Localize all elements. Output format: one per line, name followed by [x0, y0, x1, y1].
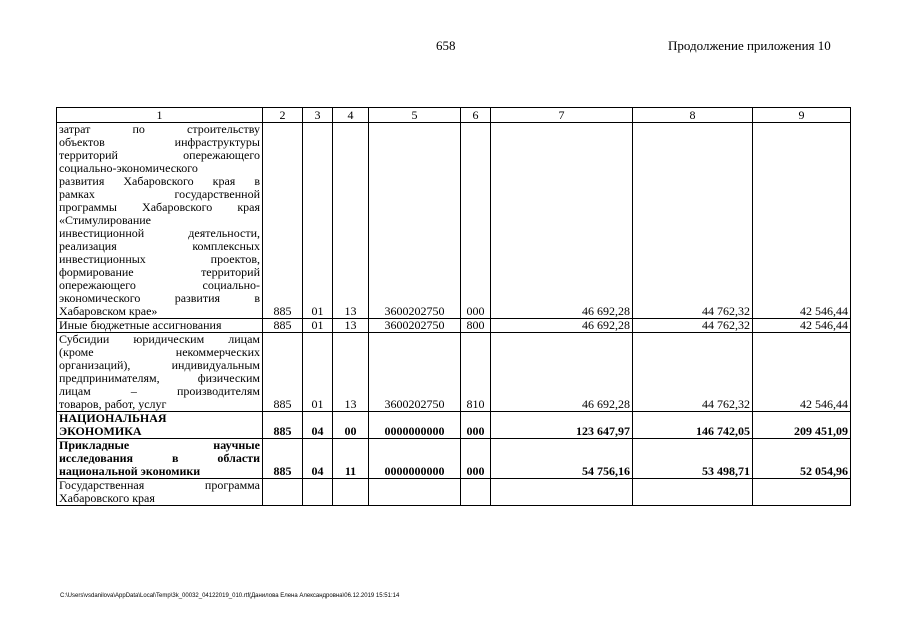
row-name-line: (кроме некоммерческих	[59, 345, 260, 359]
row-name-line: инвестиционных проектов,	[59, 252, 260, 266]
cell-c9: 42 546,44	[753, 319, 851, 333]
cell-c8: 44 762,32	[633, 123, 753, 319]
row-name-line: экономического развития в	[59, 291, 260, 305]
cell-c6: 000	[461, 123, 491, 319]
row-name-line: инвестиционной деятельности,	[59, 226, 260, 240]
cell-c4: 13	[333, 333, 369, 412]
row-name-line: исследования в области	[59, 451, 260, 465]
row-name-line: социально-экономического	[59, 161, 198, 175]
cell-c7: 46 692,28	[491, 333, 633, 412]
column-header-3: 3	[303, 108, 333, 123]
cell-c9	[753, 479, 851, 506]
cell-c2: 885	[263, 439, 303, 479]
cell-c9: 42 546,44	[753, 123, 851, 319]
cell-c9: 42 546,44	[753, 333, 851, 412]
column-header-9: 9	[753, 108, 851, 123]
cell-c5: 3600202750	[369, 123, 461, 319]
cell-c9: 52 054,96	[753, 439, 851, 479]
column-header-4: 4	[333, 108, 369, 123]
row-name-line: Иные бюджетные ассигнования	[59, 318, 222, 332]
column-header-row	[57, 108, 851, 123]
row-name-line: Хабаровского края	[59, 491, 155, 505]
cell-c7: 46 692,28	[491, 123, 633, 319]
row-name	[57, 439, 263, 479]
row-name	[57, 412, 263, 439]
table-row	[57, 439, 851, 479]
page-number: 658	[436, 38, 456, 53]
table-row	[57, 123, 851, 319]
cell-c7: 123 647,97	[491, 412, 633, 439]
cell-c9: 209 451,09	[753, 412, 851, 439]
row-name-line: Субсидии юридическим лицам	[59, 332, 260, 346]
row-name-line: объектов инфраструктуры	[59, 135, 260, 149]
cell-c8: 146 742,05	[633, 412, 753, 439]
row-name-line: национальной экономики	[59, 464, 201, 478]
cell-c2: 885	[263, 412, 303, 439]
cell-c6: 810	[461, 333, 491, 412]
cell-c3: 01	[303, 319, 333, 333]
cell-c5: 3600202750	[369, 333, 461, 412]
row-name-line: программы Хабаровского края	[59, 200, 260, 214]
row-name-line: Хабаровском крае»	[59, 304, 158, 318]
cell-c8: 53 498,71	[633, 439, 753, 479]
cell-c3: 01	[303, 123, 333, 319]
cell-c7: 54 756,16	[491, 439, 633, 479]
row-name-line: развития Хабаровского края в	[59, 174, 260, 188]
cell-c5: 0000000000	[369, 412, 461, 439]
row-name-line: лицам – производителям	[59, 384, 260, 398]
cell-c5: 3600202750	[369, 319, 461, 333]
cell-c3: 04	[303, 412, 333, 439]
cell-c5: 0000000000	[369, 439, 461, 479]
table-row	[57, 333, 851, 412]
row-name	[57, 319, 263, 333]
table-row	[57, 319, 851, 333]
column-header-2: 2	[263, 108, 303, 123]
row-name	[57, 479, 263, 506]
column-header-8: 8	[633, 108, 753, 123]
row-name-line: затрат по строительству	[59, 122, 260, 136]
row-name-line: Государственная программа	[59, 478, 260, 492]
row-name-line: формирование территорий	[59, 265, 260, 279]
cell-c6: 000	[461, 412, 491, 439]
row-name-line: «Стимулирование	[59, 213, 151, 227]
row-name-line: предпринимателям, физическим	[59, 371, 260, 385]
cell-c3: 01	[303, 333, 333, 412]
row-name-line: территорий опережающего	[59, 148, 260, 162]
row-name	[57, 123, 263, 319]
row-name-line: опережающего социально-	[59, 278, 260, 292]
file-path-footer: C:\Users\vsdanilova\AppData\Local\Temp\3k_00032_04122019_010.rtf(Данилова Елена Александровна\06.12.2019 15:51:14	[60, 593, 400, 599]
cell-c8: 44 762,32	[633, 319, 753, 333]
row-name-line: товаров, работ, услуг	[59, 397, 167, 411]
row-name-line: Прикладные научные	[59, 438, 260, 452]
cell-c6: 800	[461, 319, 491, 333]
cell-c7: 46 692,28	[491, 319, 633, 333]
cell-c6: 000	[461, 439, 491, 479]
appendix-continuation-title: Продолжение приложения 10	[668, 38, 831, 53]
cell-c4: 13	[333, 123, 369, 319]
cell-c4: 11	[333, 439, 369, 479]
cell-c4: 00	[333, 412, 369, 439]
row-name-line: реализация комплексных	[59, 239, 260, 253]
cell-c7	[491, 479, 633, 506]
cell-c4: 13	[333, 319, 369, 333]
cell-c8	[633, 479, 753, 506]
row-name-line: ЭКОНОМИКА	[59, 424, 142, 438]
row-name-line: рамках государственной	[59, 187, 260, 201]
cell-c5	[369, 479, 461, 506]
budget-table	[56, 107, 851, 506]
row-name	[57, 333, 263, 412]
table-row	[57, 412, 851, 439]
cell-c2: 885	[263, 333, 303, 412]
cell-c2: 885	[263, 319, 303, 333]
column-header-1: 1	[57, 108, 263, 123]
cell-c2	[263, 479, 303, 506]
column-header-6: 6	[461, 108, 491, 123]
column-header-7: 7	[491, 108, 633, 123]
cell-c3: 04	[303, 439, 333, 479]
cell-c2: 885	[263, 123, 303, 319]
cell-c6	[461, 479, 491, 506]
cell-c8: 44 762,32	[633, 333, 753, 412]
column-header-5: 5	[369, 108, 461, 123]
cell-c4	[333, 479, 369, 506]
table-row	[57, 479, 851, 506]
row-name-line: организаций), индивидуальным	[59, 358, 260, 372]
cell-c3	[303, 479, 333, 506]
row-name-line: НАЦИОНАЛЬНАЯ	[59, 411, 167, 425]
